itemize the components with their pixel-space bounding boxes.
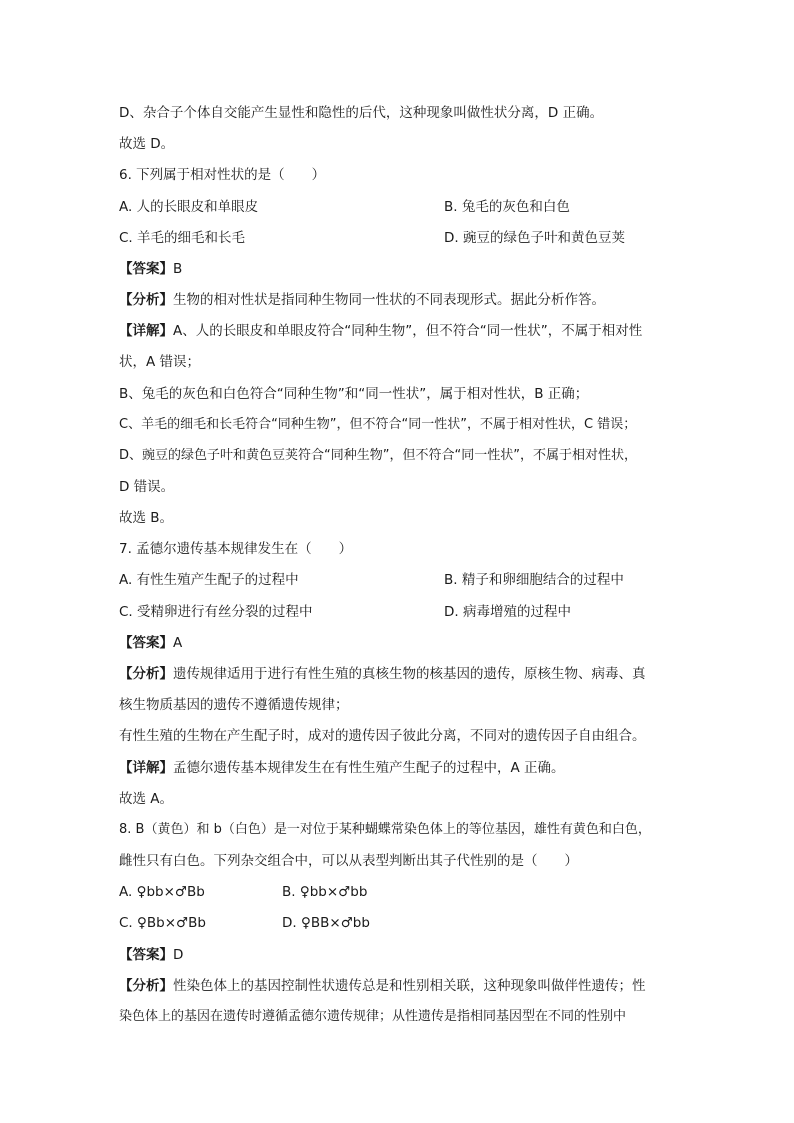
q6-detail-line-6: D 错误。 [119, 479, 175, 495]
q6-stem: 6. 下列属于相对性状的是（ ） [119, 167, 326, 183]
answer-tag: 【答案】 [119, 635, 173, 651]
q8-option-a: A. ♀bb×♂Bb [119, 884, 205, 900]
analysis-text: 生物的相对性状是指同种生物同一性状的不同表现形式。据此分析作答。 [173, 292, 605, 308]
detail-tag: 【详解】 [119, 760, 173, 776]
q7-stem: 7. 孟德尔遗传基本规律发生在（ ） [119, 541, 353, 557]
q7-detail [119, 758, 565, 778]
detail-tag: 【详解】 [119, 323, 173, 339]
q8-stem-line-2: 雌性只有白色。下列杂交组合中，可以从表型判断出其子代性别的是（ ） [119, 853, 578, 869]
q5-choice: 故选 D。 [119, 136, 175, 152]
detail-text: A、人的长眼皮和单眼皮符合“同种生物”，但不符合“同一性状”，不属于相对性 [173, 323, 643, 339]
q8-analysis-line-2: 染色体上的基因在遗传时遵循孟德尔遗传规律；从性遗传是指相同基因型在不同的性别中 [119, 1009, 627, 1024]
q6-analysis [119, 290, 605, 310]
q7-option-b: B. 精子和卵细胞结合的过程中 [444, 572, 624, 588]
q7-option-c: C. 受精卵进行有丝分裂的过程中 [119, 604, 313, 620]
q6-choice: 故选 B。 [119, 510, 174, 526]
answer-value: A [173, 635, 183, 651]
q7-option-d: D. 病毒增殖的过程中 [444, 604, 571, 620]
detail-text: 孟德尔遗传基本规律发生在有性生殖产生配子的过程中，A 正确。 [173, 760, 565, 776]
analysis-tag: 【分析】 [119, 292, 173, 308]
answer-tag: 【答案】 [119, 261, 173, 277]
q8-option-c: C. ♀Bb×♂Bb [119, 915, 206, 931]
q7-analysis-line-2: 核生物质基因的遗传不遵循遗传规律； [119, 697, 349, 713]
q7-option-a: A. 有性生殖产生配子的过程中 [119, 572, 299, 588]
analysis-tag: 【分析】 [119, 978, 173, 994]
q6-detail-line-4: C、羊毛的细毛和长毛符合“同种生物”，但不符合“同一性状”，不属于相对性状，C 错误； [119, 417, 637, 432]
analysis-tag: 【分析】 [119, 666, 173, 682]
answer-value: B [173, 261, 183, 277]
q8-option-d: D. ♀BB×♂bb [282, 915, 370, 931]
q6-detail-line-5: D、豌豆的绿色子叶和黄色豆荚符合“同种生物”，但不符合“同一性状”，不属于相对性状， [119, 448, 637, 463]
q6-option-c: C. 羊毛的细毛和长毛 [119, 230, 246, 246]
q8-stem-line-1: 8. B（黄色）和 b（白色）是一对位于某种蝴蝶常染色体上的等位基因，雄性有黄色和白色， [119, 822, 651, 837]
q7-analysis-line-3: 有性生殖的生物在产生配子时，成对的遗传因子彼此分离，不同对的遗传因子自由组合。 [119, 728, 646, 744]
answer-tag: 【答案】 [119, 947, 173, 963]
q5-option-d-explanation: D、杂合子个体自交能产生显性和隐性的后代，这种现象叫做性状分离，D 正确。 [119, 105, 604, 121]
q6-option-a: A. 人的长眼皮和单眼皮 [119, 199, 259, 215]
q6-detail-line-1 [119, 321, 642, 341]
q6-detail-line-2: 状，A 错误； [119, 354, 201, 370]
q8-analysis-line-1 [119, 976, 646, 996]
q6-detail-line-3: B、兔毛的灰色和白色符合“同种生物”和“同一性状”，属于相对性状，B 正确； [119, 386, 589, 402]
analysis-text: 性染色体上的基因控制性状遗传总是和性别相关联，这种现象叫做伴性遗传；性 [173, 978, 646, 994]
q6-answer [119, 259, 182, 279]
analysis-text: 遗传规律适用于进行有性生殖的真核生物的核基因的遗传，原核生物、病毒、真 [173, 666, 646, 682]
answer-value: D [173, 947, 184, 963]
q8-option-b: B. ♀bb×♂bb [282, 884, 368, 900]
q8-answer [119, 945, 183, 965]
q6-option-b: B. 兔毛的灰色和白色 [444, 199, 570, 215]
q7-answer [119, 633, 182, 653]
q7-analysis-line-1 [119, 664, 646, 684]
q7-choice: 故选 A。 [119, 791, 174, 807]
q6-option-d: D. 豌豆的绿色子叶和黄色豆荚 [444, 230, 625, 246]
